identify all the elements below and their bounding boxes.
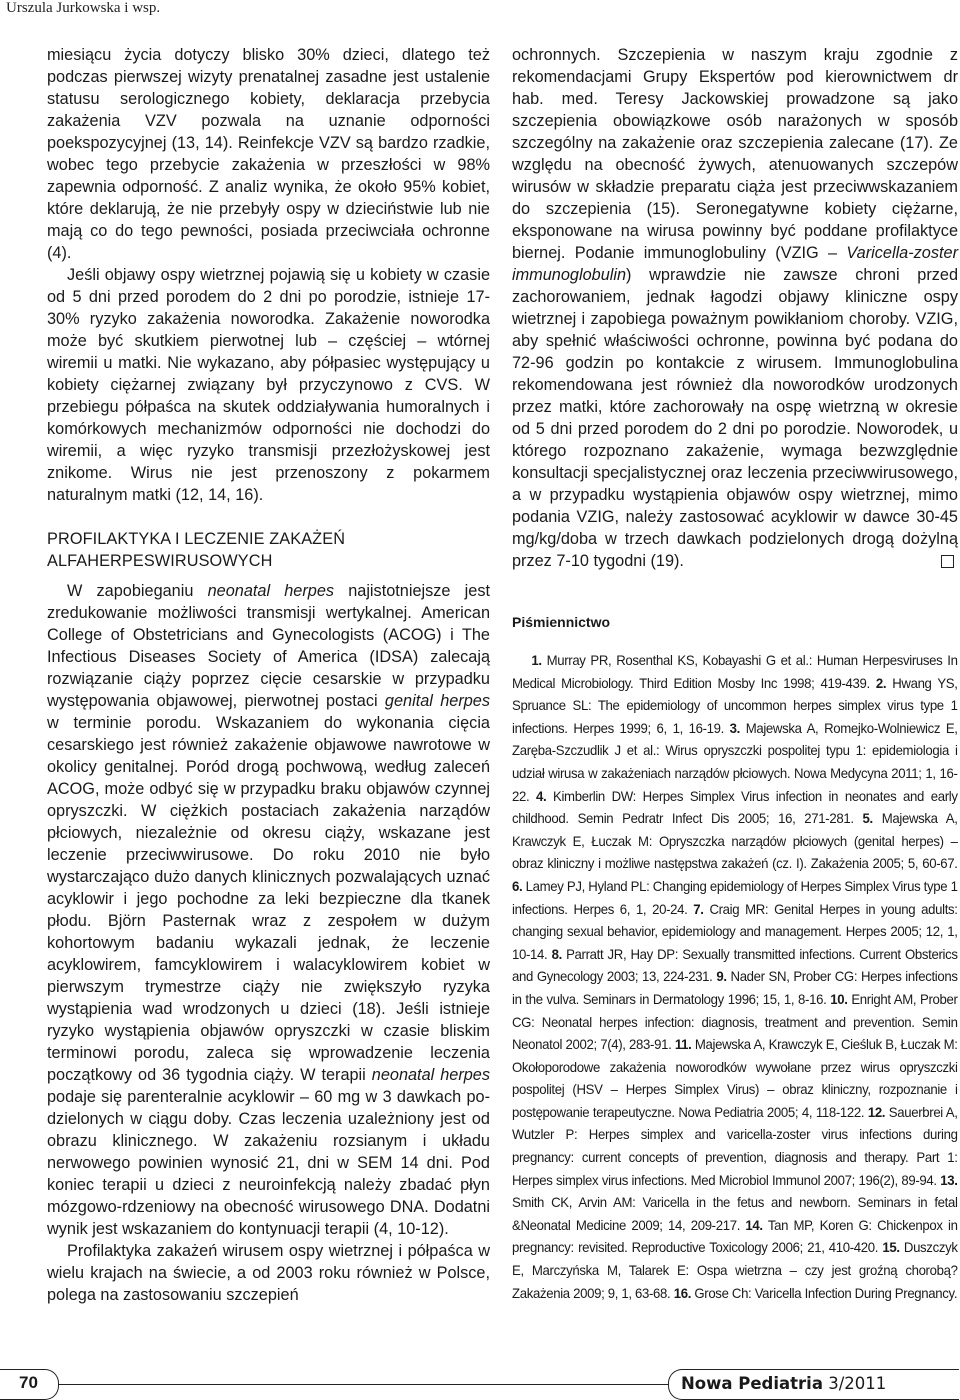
reference-text: Parratt JR, Hay DP: Sexually transmitted infections. Current Obsterics and Gynecology 2003; 13, 224-231. [512, 946, 958, 985]
paragraph: Profilaktyka zakażeń wirusem ospy wietrznej i półpaśca w wielu krajach na świecie, a od 2003 roku również w Polsce, polega na zastosowaniu szczepień [47, 1242, 490, 1304]
text-run: W zapobieganiu [67, 582, 208, 600]
reference-number: 1. [531, 653, 542, 668]
reference-text: Majewska A, Romejko-Wolniewicz E, Zaręba-Szczudlik J et al.: Wirus opryszczki pospolitej typu 1: epidemiologia i udział wirusa w zakażeniach narządów płciowych. Nowa Medycyna 2011; 1, 16-22. [512, 720, 958, 804]
section-heading-line: PROFILAKTYKA I LECZENIE ZAKAŻEŃ [47, 530, 346, 548]
reference-text: Murray PR, Rosenthal KS, Kobayashi G et al.: Human Herpesviruses In Medical Microbiology. Third Edition Mosby Inc 1998; 419-439. [512, 653, 958, 691]
reference-text: Majewska A, Krawczyk E, Łuczak M: Opryszczka narządów płciowych (genital herpes) – obraz kliniczny i możliwe następstwa zakażeń (cz. I). Zakażenia 2005; 5, 60-67. [512, 811, 958, 872]
reference-number: 4. [536, 788, 547, 804]
italic-term: genital herpes [384, 692, 490, 710]
journal-name: Nowa Pediatria [681, 1374, 823, 1393]
reference-text: Majewska A, Krawczyk E, Cieśluk B, Łuczak M: Okołoporodowe zakażenia noworodków wywołane przez wirus opryszczki pospolitej (HSV – Herpes Simplex Virus) – obraz kliniczny, rozpoznanie i postępowanie terapeutyczne. Nowa Pediatria 2005; 4, 118-122. [512, 1037, 958, 1120]
references-list [512, 650, 958, 1305]
reference-text: Nader SN, Prober CG: Herpes infections in the vulva. Seminars in Dermatology 1996; 15, 1, 8-16. [512, 969, 958, 1007]
reference-number: 14. [745, 1217, 763, 1233]
reference-text: Kimberlin DW: Herpes Simplex Virus infection in neonates and early childhood. Semin Pedratr Infect Dis 2005; 16, 271-281. [512, 788, 958, 827]
text-run: w terminie porodu. Wskazaniem do wykonania cięcia cesarskiego jest również zakażenie objawowe nawrotowe w okolicy genitalnej. Poród drogą pochwową, według zaleceń ACOG, może odbyć się w przypadku braku objawów czynnej opryszczki. W ciężkich postaciach zakażenia narządów płciowych, niezależnie od okresu ciąży, wskazane jest leczenie przeciwwirusowe. Do roku 2010 nie było wystarczająco dużo danych klinicznych pozwalających uznać acyklowir i jego pochodne za leki bezpieczne dla tkanek płodu. Björn Pasternak wraz z zespołem w dużym kohortowym badaniu wykazali jednak, że leczenie acyklowirem, famcyklowirem i walacyklowirem kobiet w pierwszym trymestrze ciąży nie zwiększyło ryzyka wystąpienia wad wrodzonych u dzieci (18). Jeśli istnieje ryzyko wystąpienia objawów opryszczki w czasie bliskim terminowi porodu, zaleca się wprowadzenie leczenia początkowy od 36 tygodnia ciąży. W terapii [47, 714, 490, 1084]
reference-number: 5. [862, 811, 873, 827]
reference-number: 11. [674, 1037, 692, 1053]
reference-text: Smith CK, Arvin AM: Varicella in the fetus and newborn. Seminars in fetal &Neonatal Medicine 2009; 14, 209-217. [512, 1195, 958, 1233]
paragraph: miesiącu życia dotyczy blisko 30% dzieci, dlatego też podczas pierwszej wizyty prenatalnej zasadne jest ustalenie statusu serologicznego kobiety, deklaracja przebycia zakażenia VZV pozwala na uznanie odporności poekspozycyjnej (13, 14). Reinfekcje VZV są bardzo rzadkie, wobec tego przebycie zakażenia w przeszłości w 98% zapewnia odporność. Z analiz wynika, że około 95% kobiet, które deklarują, że nie przebyły ospy w dzieciństwie lub nie mają co do tego pewności, posiada przeciwciała ochronne (4). [47, 46, 490, 262]
reference-text: Craig MR: Genital Herpes in young adults: changing sexual behavior, epidemiology and management. Herpes 2005; 12, 1, 10-14. [512, 901, 958, 962]
right-column [512, 44, 958, 1305]
italic-term: neonatal herpes [207, 582, 335, 600]
page-number: 70 [19, 1373, 38, 1392]
reference-number: 8. [551, 946, 562, 962]
journal-issue: 3/2011 [822, 1374, 887, 1393]
section-heading-line: ALFAHERPESWIRUSOWYCH [47, 552, 273, 570]
text-run: ) wprawdzie nie zawsze chroni przed zachorowaniem, jednak łagodzi objawy kliniczne ospy wietrznej i zapobiega poważnym powikłaniom choroby. VZIG, aby spełnić właściwości ochronne, powinna być podana do 72-96 godzin po kontakcie z wirusem. Immunoglobulina rekomendowana jest również dla noworodków urodzonych przez matki, które zachorowały na ospę wietrzną w okresie od 5 dni przed porodem do 2 dni po porodzie. Noworodek, u którego rozpoznano zakażenie, wymaga bezwzględnie konsultacji specjalistycznej oraz leczenia przeciwwirusowego, a w przypadku wystąpienia objawów ospy wietrznej, mimo podania VZIG, należy zastosować acyklowir w dawce 30-45 mg/kg/doba w trzech dawkach podzielonych drogą dożylną przez 7-10 tygodni (19). [512, 266, 958, 570]
reference-number: 7. [693, 901, 704, 917]
italic-term: neonatal herpes [371, 1066, 491, 1084]
journal-title [681, 1374, 886, 1393]
page-footer [0, 1369, 960, 1400]
text-run: podaje się parenteralnie acyklowir – 60 mg w 3 dawkach podzielonych w ciągu doby. Czas leczenia uzależniony jest od obrazu klinicznego. W zakażeniu rozsianym i układu nerwowego powinien wynosić 21, dni w SEM 14 dni. Pod koniec terapii u dzieci z neuroinfekcją należy zbadać płyn mózgowo-rdzeniowy na obecność wirusowego DNA. Dodatni wynik jest wskazaniem do kontynuacji terapii (4, 10-12). [47, 1088, 490, 1238]
journal-tab [668, 1369, 959, 1400]
reference-number: 16. [673, 1285, 692, 1301]
section-heading [47, 528, 490, 572]
running-head: Urszula Jurkowska i wsp. [6, 0, 161, 16]
reference-text: Hwang YS, Spruance SL: The epidemiology of uncommon herpes simplex virus type 1 infections. Herpes 1999; 6, 1, 16-19. [512, 675, 958, 736]
reference-number: 6. [512, 878, 523, 894]
reference-number: 10. [830, 991, 848, 1007]
paragraph: Jeśli objawy ospy wietrznej pojawią się u kobiety w czasie od 5 dni przed porodem do 2 dni po porodzie, istnieje 17-30% ryzyko zakażenia noworodka. Zakażenie noworodka może być skutkiem pierwotnej lub – częściej – wtórnej wiremii u matki. Nie wykazano, aby półpasiec występujący u kobiety ciężarnej związany był przyczynowo z CVS. W przebiegu półpaśca na skutek oddziaływania humoralnych i komórkowych mechanizmów odporności nie dochodzi do wiremii, a więc ryzyko transmisji przezłożyskowej jest znikome. Wirus nie jest przenoszony z pokarmem naturalnym matki (12, 14, 16). [47, 266, 490, 504]
reference-text: Grose Ch: Varicella Infection During Pregnancy. [691, 1285, 958, 1301]
reference-number: 9. [716, 969, 727, 985]
reference-text: Enright AM, Prober CG: Neonatal herpes infection: diagnosis, treatment and prevention. Semin Neonatol 2002; 7(4), 283-91. [512, 991, 958, 1053]
references-heading: Piśmiennictwo [512, 614, 611, 630]
page-number-tab [0, 1369, 59, 1400]
end-of-article-square-icon [941, 555, 954, 568]
reference-number: 15. [882, 1240, 900, 1256]
reference-text: Lamey PJ, Hyland PL: Changing epidemiology of Herpes Simplex Virus type 1 infections. Herpes 6, 1, 20-24. [512, 878, 958, 917]
reference-number: 2. [875, 675, 887, 691]
paragraph [47, 580, 490, 1240]
reference-number: 12. [867, 1104, 886, 1120]
reference-number: 13. [940, 1172, 958, 1188]
text-run: ochronnych. Szczepienia w naszym kraju zgodnie z rekomendacjami Grupy Ekspertów pod kierownictwem dr hab. med. Teresy Jackowskiej prowadzone są jako szczepienia obowiązkowe osób narażonych w sposób szczególny na zakażenie oraz szczepienia zalecane (17). Ze względu na obecność żywych, atenuowanych szczepów wirusów w składzie preparatu ciąża jest przeciwwskazaniem do szczepienia (15). Seronegatywne kobiety ciężarne, eksponowane na wirusa powinny być poddane profilaktyce biernej. Podanie immunoglobuliny (VZIG – [512, 46, 958, 262]
reference-number: 3. [729, 720, 740, 736]
text-run: najistotniejsze jest zredukowanie możliwości transmisji wertykalnej. American College of Obstetricians and Gynecologists (ACOG) i The Infectious Diseases Society of America (IDSA) zalecają rozwiązanie ciąży poprzez cięcie cesarskie w przypadku występowania objawowej, pierwotnej postaci [47, 582, 490, 710]
italic-term: Varicella-zoster immunoglobulin [512, 244, 958, 284]
reference-text: Tan MP, Koren G: Chickenpox in pregnancy: revisited. Reproductive Toxicology 2006; 21, 410-420. [512, 1217, 958, 1256]
left-column [47, 44, 490, 1306]
reference-text: Sauerbrei A, Wutzler P: Herpes simplex and varicella-zoster virus infections during pregnancy: current concepts of prevention, diagnosis and therapy. Part 1: Herpes simplex virus infections. Med Microbiol Immunol 2007; 196(2), 89-94. [512, 1104, 958, 1188]
paragraph [512, 44, 958, 572]
reference-text: Duszczyk E, Marczyńska M, Talarek E: Ospa wietrzna – czy jest groźną chorobą? Zakażenia 2009; 9, 1, 63-68. [512, 1240, 958, 1301]
